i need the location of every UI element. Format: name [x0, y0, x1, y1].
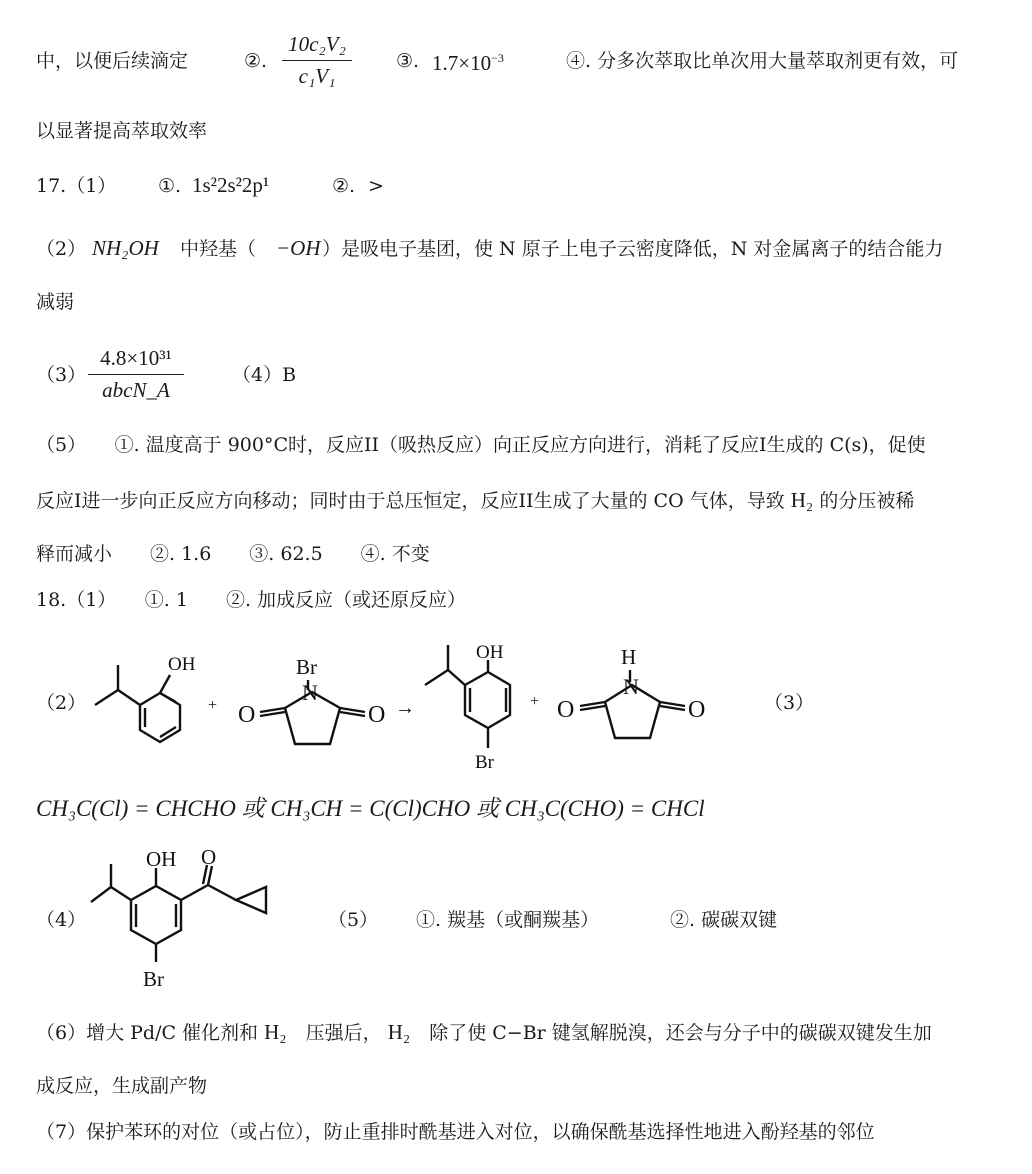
line-2-text: 以显著提高萃取效率 [36, 120, 208, 142]
answer-2-label: ②. [244, 50, 268, 72]
oxygen-label-3: O [557, 697, 575, 723]
bromine-label-3: Br [143, 967, 164, 991]
h2-formula: H₂ [790, 488, 814, 512]
fraction-10c2V2 [282, 32, 352, 89]
density-denominator: abcN_A [102, 378, 170, 402]
hydroxyl-label-3: OH [146, 847, 177, 871]
q18-6-line-2: 成反应，生成副产物 [36, 1075, 208, 1097]
line-1-text: 中，以便后续滴定 [36, 50, 189, 72]
q18-1-line: 18.（1） ①. 1 ②. 加成反应（或还原反应） [36, 589, 467, 611]
plus-sign-1: + [208, 697, 218, 714]
q18-5-answer-2: ②. 碳碳双键 [670, 909, 778, 931]
cyclopropyl-ketone-structure [86, 842, 286, 997]
oxygen-label-4: O [688, 697, 706, 723]
q17-5-line-2: 反应I进一步向正反应方向移动；同时由于总压恒定，反应II生成了大量的 CO 气体，导致 H₂ 的分压被稀 [36, 488, 915, 512]
fraction-numerator: 10c₂V₂ [288, 32, 346, 56]
q17-1-answer-1-label: ①. [158, 175, 182, 197]
q18-7-line: （7）保护苯环的对位（或占位），防止重排时酰基进入对位，以确保酰基选择性地进入酚羟基的邻位 [36, 1121, 875, 1143]
carbonyl-oxygen-label: O [201, 845, 217, 869]
q17-2-text-b: ）是吸电子基团，使 N 原子上电子云密度降低，N 对金属离子的结合能力 [322, 238, 944, 260]
greater-than-sign: > [368, 175, 384, 197]
answer-3-value: $1.7\times 10^{-3}$ [432, 51, 504, 75]
electron-configuration: 1s²2s²2p¹ [192, 173, 270, 197]
fraction-denominator: c₁V₁ [298, 64, 336, 88]
nitrogen-label-2: N [623, 674, 639, 699]
q17-4-answer: （4）B [232, 364, 297, 386]
hydrogen-label: H [621, 645, 637, 669]
q18-4-label: （4） [36, 909, 87, 931]
q17-3-label: （3） [36, 364, 87, 386]
q18-3-label: （3） [764, 692, 815, 714]
q17-5-line-1: （5） ①. 温度高于 900°C时，反应II（吸热反应）向正反应方向进行，消耗了反应I生成的 C(s)，促使 [36, 434, 926, 456]
q18-6-line-1: （6）增大 Pd/C 催化剂和 H₂ 压强后， H₂ 除了使 C−Br 键氢解脱溴，还会与分子中的碳碳双键发生加 [36, 1020, 932, 1044]
q18-2-label: （2） [36, 692, 87, 714]
bromine-label-1: Br [296, 655, 317, 679]
reaction-arrow: → [395, 697, 415, 719]
nitrogen-label-1: N [302, 680, 318, 705]
q17-2-text-a: 中羟基（ [180, 238, 257, 260]
q17-1-answer-2-label: ②. [332, 175, 356, 197]
hydroxyl-label-2: OH [476, 642, 504, 663]
q18-5-answer-1: ①. 羰基（或酮羰基） [416, 909, 600, 931]
bromine-label-2: Br [475, 752, 494, 773]
hydroxylamine-formula: NH₂OH [92, 236, 159, 260]
q18-3-answer-formulas: CH₃C(Cl) = CHCHO 或 CH₃CH = C(Cl)CHO 或 CH₃C(CHO) = CHCl [36, 796, 705, 821]
hydroxyl-formula: −OH [276, 236, 321, 260]
q17-2-label: （2） [36, 238, 87, 260]
q17-1-label: 17.（1） [36, 175, 117, 197]
oxygen-label-2: O [368, 702, 386, 728]
hydroxyl-label-1: OH [168, 654, 196, 675]
density-fraction [88, 346, 184, 403]
q18-5-label: （5） [328, 909, 379, 931]
density-numerator: 4.8×10³¹ [100, 346, 172, 370]
q17-2-text-c: 减弱 [36, 291, 75, 313]
answer-3-label: ③. [396, 50, 420, 72]
oxygen-label-1: O [238, 702, 256, 728]
plus-sign-2: + [530, 693, 540, 710]
q17-5-line-3: 释而减小 ②. 1.6 ③. 62.5 ④. 不变 [36, 543, 430, 565]
answer-4-text: ④. 分多次萃取比单次用大量萃取剂更有效，可 [566, 50, 959, 72]
bromination-reaction-scheme [90, 640, 810, 775]
